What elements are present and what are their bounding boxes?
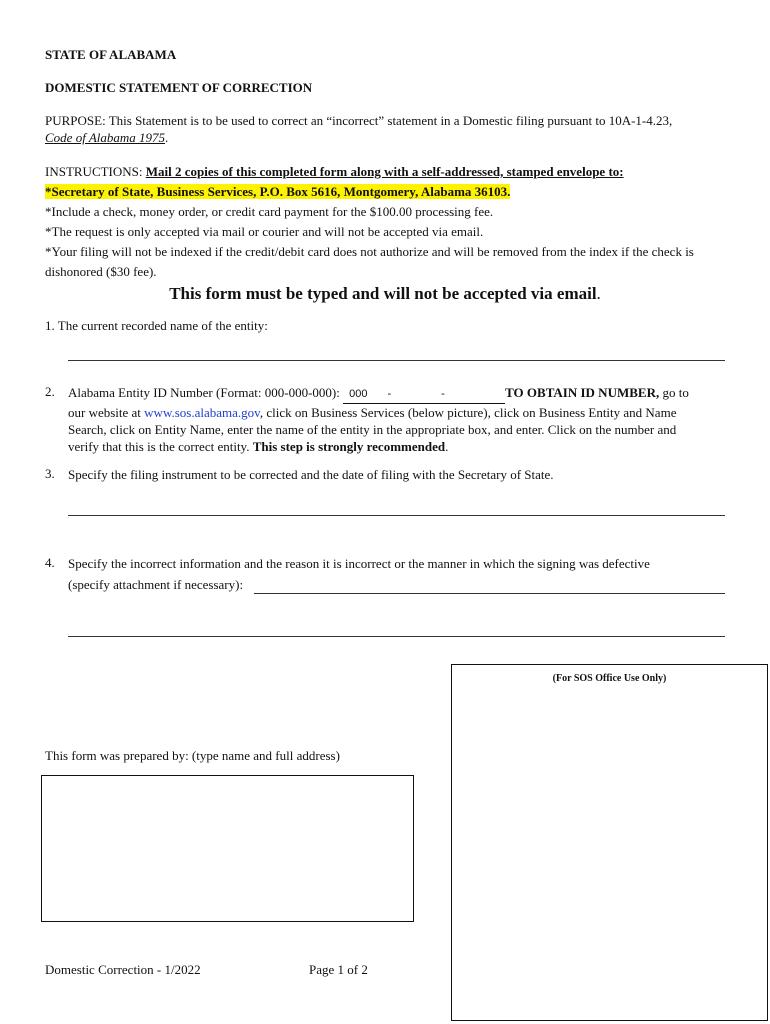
instructions-mail-only: *The request is only accepted via mail or courier and will not be accepted via email.	[45, 224, 484, 239]
instructions-line	[45, 162, 725, 182]
question-2-text	[68, 384, 708, 455]
question-2-before-link: go to our website at	[68, 385, 689, 420]
typed-notice	[0, 284, 770, 304]
question-2-number: 2.	[45, 384, 55, 399]
question-2-after-link: , click on Business Services (below picture), click on Business Entity and Name Search, click on Entity Name, enter the name of the entity in the appropriate box, and enter. Click on the number and verify that this is the correct entity.	[68, 405, 677, 454]
instructions-address-line	[45, 182, 725, 202]
footer-form-id: Domestic Correction - 1/2022	[45, 962, 201, 977]
instructions-address: *Secretary of State, Business Services, P.O. Box 5616, Montgomery, Alabama 36103.	[45, 184, 511, 199]
prepared-by-label: This form was prepared by: (type name and full address)	[45, 748, 340, 763]
filing-instrument-field[interactable]	[68, 515, 725, 516]
question-3-number: 3.	[45, 466, 55, 481]
purpose-end: .	[165, 130, 169, 145]
notice-text: This form must be typed and will not be accepted via email	[169, 284, 597, 303]
instructions-index-note: *Your filing will not be indexed if the credit/debit card does not authorize and will be removed from the index if the check is dishonored ($30 fee).	[45, 244, 694, 279]
purpose-citation: Code of Alabama 1975	[45, 130, 166, 145]
purpose-text: PURPOSE: This Statement is to be used to correct an “incorrect” statement in a Domestic filing pursuant to 10A-1-4.23,	[45, 113, 673, 128]
question-4-text: Specify the incorrect information and the reason it is incorrect or the manner in which the signing was defective	[68, 556, 650, 571]
notice-end: .	[596, 284, 601, 303]
prepared-by-box[interactable]	[41, 775, 414, 922]
obtain-id-text: TO OBTAIN ID NUMBER,	[505, 385, 660, 400]
state-heading: STATE OF ALABAMA	[45, 47, 177, 62]
sos-website-link[interactable]: www.sos.alabama.gov	[144, 405, 260, 420]
question-4-text-2: (specify attachment if necessary):	[68, 577, 244, 592]
sos-office-use-label: (For SOS Office Use Only)	[552, 673, 667, 684]
incorrect-info-field-2[interactable]	[68, 636, 725, 637]
instructions-mail-text: Mail 2 copies of this completed form along with a self-addressed, stamped envelope to:	[145, 164, 624, 179]
instructions-label: INSTRUCTIONS:	[45, 164, 146, 179]
question-2-lead: Alabama Entity ID Number (Format: 000-000-000):	[68, 385, 344, 400]
entity-id-sep-1: -	[387, 388, 392, 400]
footer-page-number: Page 1 of 2	[309, 962, 368, 977]
entity-name-field[interactable]	[68, 360, 725, 361]
entity-id-prefix: 000	[349, 388, 368, 400]
purpose-paragraph	[45, 112, 685, 146]
instructions-payment: *Include a check, money order, or credit card payment for the $100.00 processing fee.	[45, 204, 494, 219]
entity-id-field[interactable]	[343, 386, 505, 404]
incorrect-info-field-1[interactable]	[254, 593, 725, 594]
question-1-label: 1. The current recorded name of the entity:	[45, 318, 268, 333]
question-4-number: 4.	[45, 555, 55, 570]
form-title: DOMESTIC STATEMENT OF CORRECTION	[45, 80, 313, 95]
entity-id-sep-2: -	[441, 388, 445, 400]
strongly-recommended-text: This step is strongly recommended	[252, 439, 446, 454]
instructions-block	[45, 162, 725, 282]
sos-office-use-box	[451, 664, 768, 1021]
question-2-end: .	[445, 439, 449, 454]
question-3-text: Specify the filing instrument to be corrected and the date of filing with the Secretary of State.	[68, 467, 554, 482]
